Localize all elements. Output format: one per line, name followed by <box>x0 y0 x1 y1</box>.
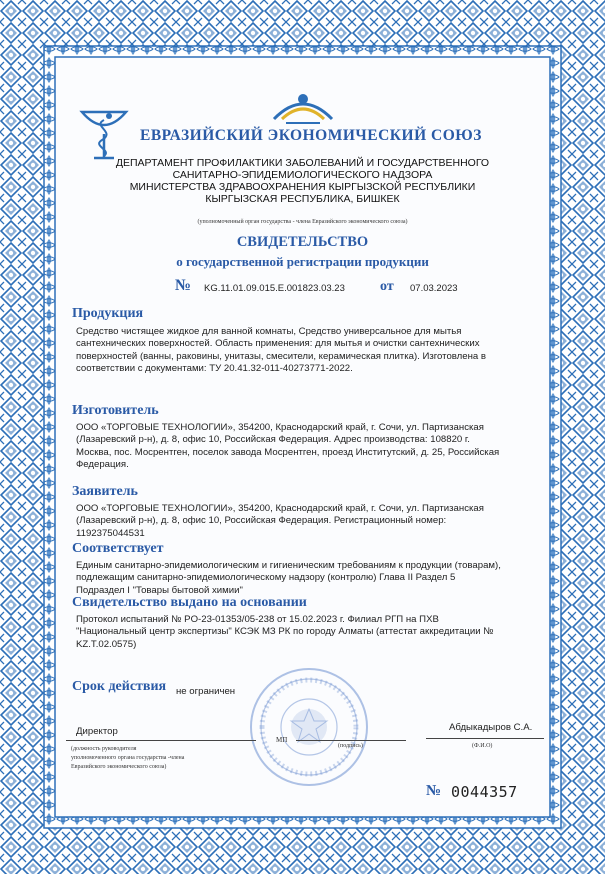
department-line-1: ДЕПАРТАМЕНТ ПРОФИЛАКТИКИ ЗАБОЛЕВАНИЙ И ГОСУДАРСТВЕННОГО <box>115 157 490 169</box>
official-stamp-icon <box>248 666 370 788</box>
basis-heading: Свидетельство выдано на основании <box>72 595 307 610</box>
signer-position: Директор <box>76 726 118 737</box>
position-note: (должность руководителя уполномоченного органа государства -члена Евразийского экономического союза) <box>71 746 185 770</box>
basis-text: Протокол испытаний № PO-23-01353/05-238 от 15.02.2023 г. Филиал РГП на ПХВ "Национальный центр экспертизы" КСЭК МЗ РК по городу Алматы (аттестат аккредитации № KZ.T.02.0575) <box>76 614 494 650</box>
blank-number: 0044357 <box>451 783 518 801</box>
department-line-2: САНИТАРНО-ЭПИДЕМИОЛОГИЧЕСКОГО НАДЗОРА <box>172 169 433 181</box>
certificate-subtitle: о государственной регистрации продукции <box>176 254 429 269</box>
complies-heading: Соответствует <box>72 541 164 556</box>
product-text: Средство чистящее жидкое для ванной комнаты, Средство универсальное для мытья сантехнических поверхностей. Область применения: для мытья и очистки сантехнических поверхностей (ванны, раковины, унитазы, смесители, керамическая плитка). Изготовлена в соответствии с документами: ТУ 20.41.32-011-40273771-2022. <box>76 326 487 374</box>
mp-label: МП <box>276 736 288 744</box>
complies-text: Единым санитарно-эпидемиологическим и гигиеническим требованиям к продукции (товарам), подлежащим санитарно-эпидемиологическому надзору (контролю) Глава II Раздел 5 Подраздел I "Товары бытовой химии" <box>76 560 501 596</box>
validity-label: Срок действия <box>72 679 167 694</box>
name-note: (Ф.И.О) <box>472 743 493 749</box>
signature-line <box>296 740 406 741</box>
union-title: ЕВРАЗИЙСКИЙ ЭКОНОМИЧЕСКИЙ СОЮЗ <box>140 127 482 144</box>
number-sign: № <box>175 277 192 294</box>
certificate-title: СВИДЕТЕЛЬСТВО <box>236 234 369 250</box>
signer-name: Абдыкадыров С.А. <box>449 722 533 733</box>
applicant-heading: Заявитель <box>72 484 138 499</box>
authority-note: (уполномоченный орган государства - члена Евразийского экономического союза) <box>197 219 408 225</box>
signature-note: (подпись) <box>338 743 363 749</box>
department-line-4: КЫРГЫЗСКАЯ РЕСПУБЛИКА, БИШКЕК <box>205 193 400 205</box>
maker-text: ООО «ТОРГОВЫЕ ТЕХНОЛОГИИ», 354200, Краснодарский край, г. Сочи, ул. Партизанская (Лазаревский р-н), д. 8, офис 10, Российская Федерация. Адрес производства: 108820 г. Москва, пос. Мосрентген, поселок завода Мосрентген, проезд Институтский, д. 25, Российская Федерация. <box>76 422 500 470</box>
maker-heading: Изготовитель <box>72 403 159 418</box>
applicant-text: ООО «ТОРГОВЫЕ ТЕХНОЛОГИИ», 354200, Краснодарский край, г. Сочи, ул. Партизанская (Лазаревский р-н), д. 8, офис 10, Российская Федерация. Регистрационный номер: 1192375044531 <box>76 503 484 539</box>
department-line-3: МИНИСТЕРСТВА ЗДРАВООХРАНЕНИЯ КЫРГЫЗСКОЙ РЕСПУБЛИКИ <box>129 181 476 193</box>
product-heading: Продукция <box>72 306 144 321</box>
certificate-number: KG.11.01.09.015.E.001823.03.23 <box>204 283 345 294</box>
name-line <box>426 738 544 739</box>
certificate-date: 07.03.2023 <box>410 283 458 294</box>
blank-number-sign: № <box>426 783 442 799</box>
medical-bowl-icon <box>78 98 130 162</box>
date-from-label: от <box>380 279 394 294</box>
eaeu-emblem-icon <box>268 85 338 127</box>
position-line <box>66 740 256 741</box>
validity-value: не ограничен <box>176 686 236 697</box>
